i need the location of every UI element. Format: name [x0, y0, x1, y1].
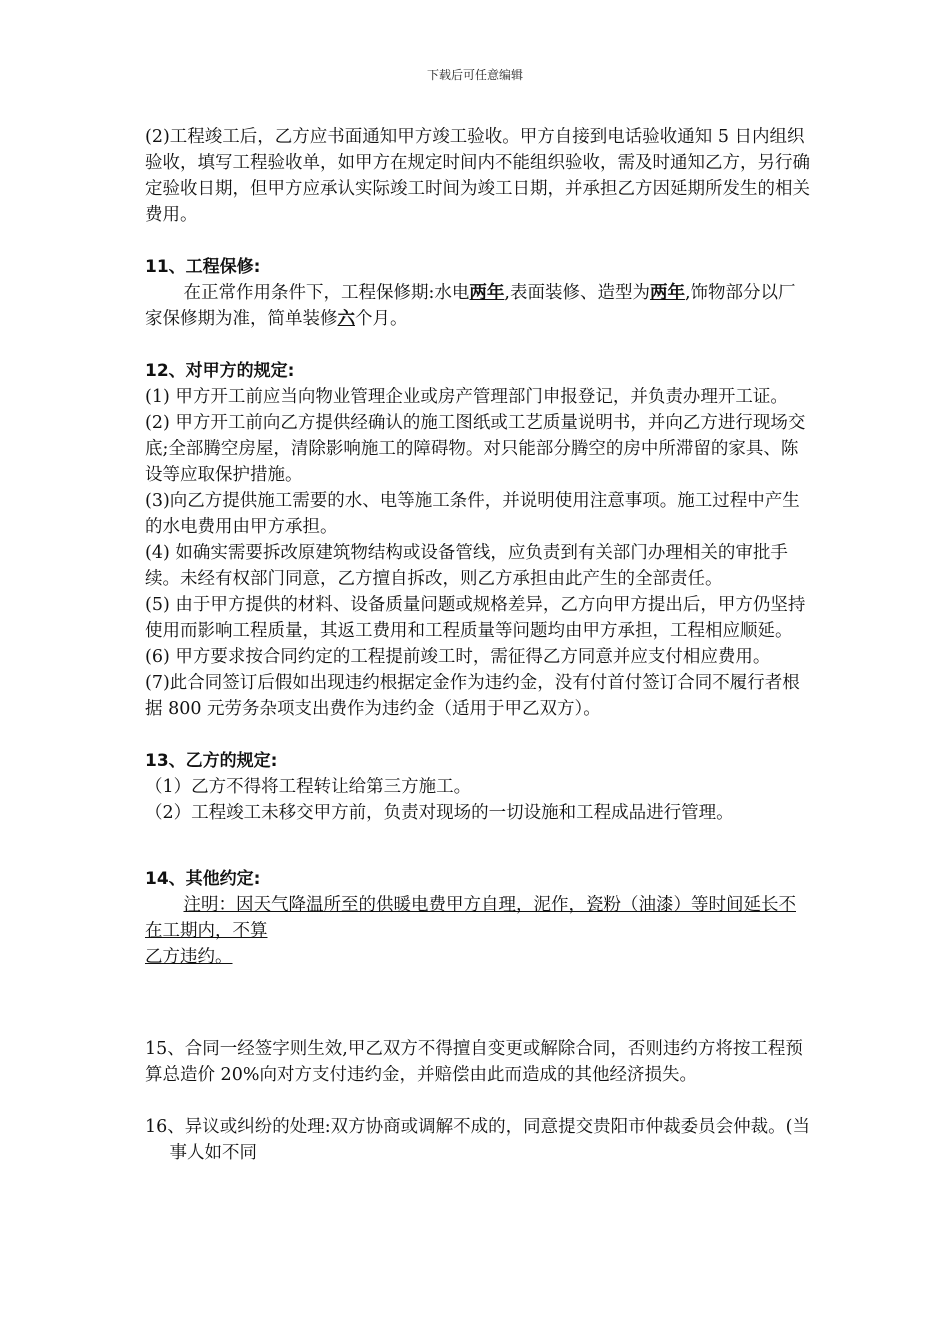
clause-12-item: (6) 甲方要求按合同约定的工程提前竣工时，需征得乙方同意并应支付相应费用。 [145, 647, 771, 667]
clause-16: 16、异议或纠纷的处理:双方协商或调解不成的，同意提交贵阳市仲裁委员会仲裁。(当事人如不同 [145, 1117, 810, 1163]
clause-13-item: （1）乙方不得将工程转让给第三方施工。 [145, 777, 472, 797]
spacer [145, 332, 810, 358]
spacer [145, 228, 810, 254]
clause-11-text [145, 280, 810, 332]
spacer [145, 722, 810, 748]
spacer [145, 826, 810, 866]
warranty-text-1: 在正常作用条件下，工程保修期:水电 [183, 283, 470, 303]
warranty-surface-period: 两年 [649, 283, 685, 303]
clause-12-item: (5) 由于甲方提供的材料、设备质量问题或规格差异，乙方向甲方提出后，甲方仍坚持使用而影响工程质量，其返工费用和工程质量等问题均由甲方承担，工程相应顺延。 [145, 595, 806, 641]
warranty-text-3: ,饰物部分以厂家保修期为准，简单装修 [145, 283, 796, 329]
clause-12-item: (4) 如确实需要拆改原建筑物结构或设备管线，应负责到有关部门办理相关的审批手续。未经有权部门同意，乙方擅自拆改，则乙方承担由此产生的全部责任。 [145, 543, 788, 589]
clause-12-item: (2) 甲方开工前向乙方提供经确认的施工图纸或工艺质量说明书，并向乙方进行现场交底;全部腾空房屋，清除影响施工的障碍物。对只能部分腾空的房中所滞留的家具、陈设等应取保护措施。 [145, 413, 806, 485]
warranty-text-2: ,表面装修、造型为 [504, 283, 650, 303]
clause-15: 15、合同一经签字则生效,甲乙双方不得擅自变更或解除合同，否则违约方将按工程预算总造价 20%向对方支付违约金，并赔偿由此而造成的其他经济损失。 [145, 1039, 803, 1085]
clause-14-note-line-2: 乙方违约。 [145, 947, 233, 967]
warranty-simple-period: 六 [337, 309, 355, 329]
warranty-text-4: 个月。 [355, 309, 408, 329]
page-header: 下载后可任意编辑 [426, 68, 523, 82]
clause-14-note [145, 892, 810, 944]
clause-11-heading: 11、工程保修: [145, 257, 261, 277]
warranty-utilities-period: 两年 [469, 283, 505, 303]
contract-body [145, 124, 810, 1166]
clause-14-note-end [145, 944, 810, 970]
clause-14-note-line-1: 注明：因天气降温所至的供暖电费甲方自理，泥作，瓷粉（油漆）等时间延长不在工期内，不算 [145, 895, 796, 941]
clause-13-item: （2）工程竣工未移交甲方前，负责对现场的一切设施和工程成品进行管理。 [145, 803, 734, 823]
clause-12-item: (3)向乙方提供施工需要的水、电等施工条件，并说明使用注意事项。施工过程中产生的水电费用由甲方承担。 [145, 491, 800, 537]
clause-10-item-2: (2)工程竣工后，乙方应书面通知甲方竣工验收。甲方自接到电话验收通知 5 日内组织验收，填写工程验收单，如甲方在规定时间内不能组织验收，需及时通知乙方，另行确定验收日期，但甲方应承认实际竣工时间为竣工日期，并承担乙方因延期所发生的相关费用。 [145, 127, 810, 225]
clause-13-heading: 13、乙方的规定: [145, 751, 278, 771]
clause-12-heading: 12、对甲方的规定: [145, 361, 295, 381]
spacer [145, 970, 810, 1010]
spacer [145, 1088, 810, 1114]
clause-12-item: (1) 甲方开工前应当向物业管理企业或房产管理部门申报登记，并负责办理开工证。 [145, 387, 788, 407]
clause-12-item: (7)此合同签订后假如出现违约根据定金作为违约金，没有付首付签订合同不履行者根据 800 元劳务杂项支出费作为违约金（适用于甲乙双方）。 [145, 673, 800, 719]
spacer [145, 1010, 810, 1036]
clause-14-heading: 14、其他约定: [145, 869, 261, 889]
